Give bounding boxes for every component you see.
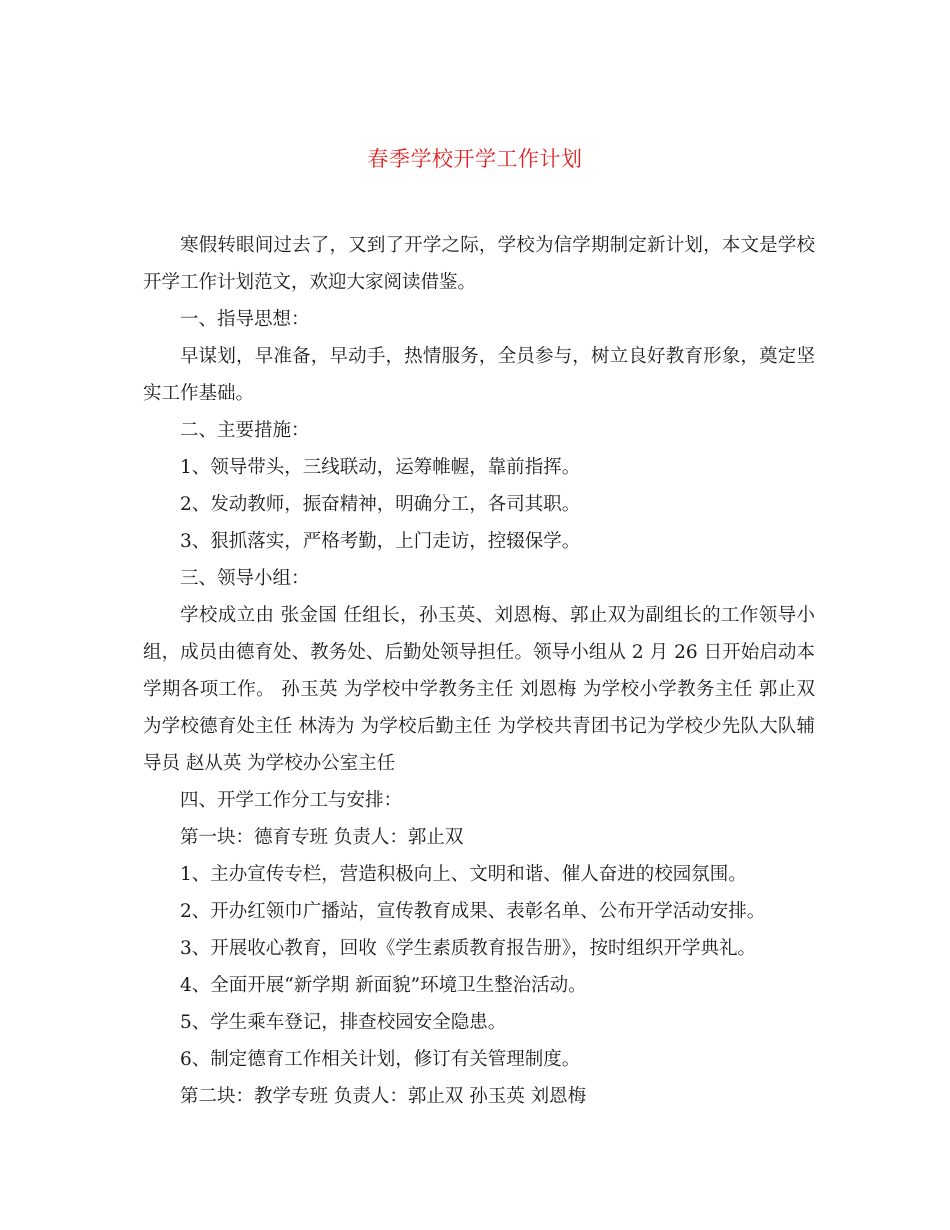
measure-item-1: 1、领导带头，三线联动，运筹帷幄，靠前指挥。 [180, 457, 581, 478]
section-heading-guiding-thought: 一、指导思想： [180, 309, 310, 330]
measure-item-3: 3、狠抓落实，严格考勤，上门走访，控辍保学。 [180, 531, 581, 552]
document-title: 春季学校开学工作计划 [367, 147, 583, 171]
section-heading-leadership-group: 三、领导小组： [180, 568, 310, 589]
block-one-item-3: 3、开展收心教育，回收《学生素质教育报告册》，按时组织开学典礼。 [180, 938, 757, 959]
intro-paragraph: 寒假转眼间过去了，又到了开学之际，学校为信学期制定新计划，本文是学校开学工作计划范文，欢迎大家阅读借鉴。 [143, 235, 815, 293]
measure-item-2: 2、发动教师，振奋精神，明确分工，各司其职。 [180, 494, 581, 515]
block-one-item-2: 2、开办红领巾广播站，宣传教育成果、表彰名单、公布开学活动安排。 [180, 901, 766, 922]
block-one-item-1: 1、主办宣传专栏，营造积极向上、文明和谐、催人奋进的校园氛围。 [180, 864, 747, 885]
block-one-item-6: 6、制定德育工作相关计划，修订有关管理制度。 [180, 1049, 581, 1070]
block-one-item-5: 5、学生乘车登记，排查校园安全隐患。 [180, 1012, 507, 1033]
guiding-thought-paragraph: 早谋划，早准备，早动手，热情服务，全员参与，树立良好教育形象，奠定坚实工作基础。 [143, 346, 815, 404]
block-one-item-4: 4、全面开展“新学期 新面貌”环境卫生整治活动。 [180, 975, 587, 996]
block-two-heading: 第二块：教学专班 负责人：郭止双 孙玉英 刘恩梅 [180, 1086, 587, 1107]
section-heading-work-arrangement: 四、开学工作分工与安排： [180, 790, 403, 811]
block-one-heading: 第一块：德育专班 负责人：郭止双 [180, 827, 464, 848]
section-heading-main-measures: 二、主要措施： [180, 420, 310, 441]
leadership-group-paragraph: 学校成立由 张金国 任组长，孙玉英、刘恩梅、郭止双为副组长的工作领导小组，成员由德育处、教务处、后勤处领导担任。领导小组从 2 月 26 日开始启动本学期各项工作。 孙玉英 为学校中学教务主任 刘恩梅 为学校小学教务主任 郭止双为学校德育处主任 林涛为 为学校后勤主任 为学校共青团书记为学校少先队大队辅导员 赵从英 为学校办公室主任 [143, 605, 815, 774]
document-body [143, 227, 815, 1115]
